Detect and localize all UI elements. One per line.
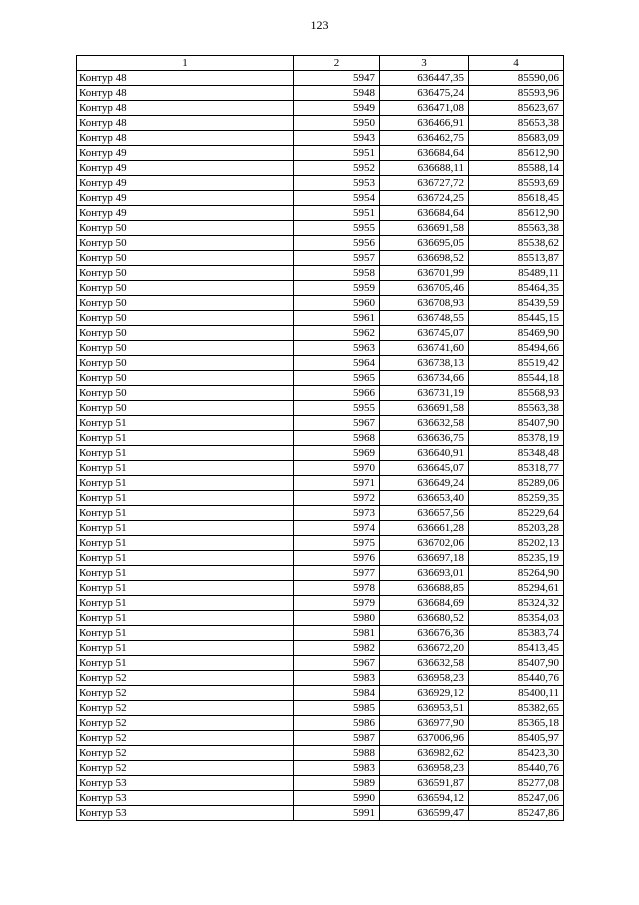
- x-coordinate-cell: 636653,40: [380, 491, 469, 506]
- y-coordinate-cell: 85440,76: [469, 761, 564, 776]
- x-coordinate-cell: 636693,01: [380, 566, 469, 581]
- y-coordinate-cell: 85413,45: [469, 641, 564, 656]
- point-number-cell: 5965: [294, 371, 380, 386]
- x-coordinate-cell: 636462,75: [380, 131, 469, 146]
- table-row: [77, 431, 564, 446]
- point-number-cell: 5979: [294, 596, 380, 611]
- x-coordinate-cell: 636741,60: [380, 341, 469, 356]
- point-number-cell: 5958: [294, 266, 380, 281]
- y-coordinate-cell: 85400,11: [469, 686, 564, 701]
- point-number-cell: 5973: [294, 506, 380, 521]
- x-coordinate-cell: 636684,64: [380, 146, 469, 161]
- point-number-cell: 5984: [294, 686, 380, 701]
- x-coordinate-cell: 636591,87: [380, 776, 469, 791]
- y-coordinate-cell: 85612,90: [469, 206, 564, 221]
- contour-cell: Контур 51: [77, 626, 294, 641]
- table-row: [77, 131, 564, 146]
- x-coordinate-cell: 636734,66: [380, 371, 469, 386]
- contour-cell: Контур 49: [77, 161, 294, 176]
- x-coordinate-cell: 636447,35: [380, 71, 469, 86]
- point-number-cell: 5968: [294, 431, 380, 446]
- contour-cell: Контур 50: [77, 236, 294, 251]
- y-coordinate-cell: 85247,86: [469, 806, 564, 821]
- y-coordinate-cell: 85439,59: [469, 296, 564, 311]
- x-coordinate-cell: 636680,52: [380, 611, 469, 626]
- y-coordinate-cell: 85324,32: [469, 596, 564, 611]
- y-coordinate-cell: 85423,30: [469, 746, 564, 761]
- table-row: [77, 611, 564, 626]
- contour-cell: Контур 51: [77, 641, 294, 656]
- contour-cell: Контур 51: [77, 446, 294, 461]
- point-number-cell: 5955: [294, 401, 380, 416]
- table-row: [77, 551, 564, 566]
- point-number-cell: 5962: [294, 326, 380, 341]
- point-number-cell: 5955: [294, 221, 380, 236]
- table-row: [77, 236, 564, 251]
- point-number-cell: 5949: [294, 101, 380, 116]
- point-number-cell: 5990: [294, 791, 380, 806]
- contour-cell: Контур 48: [77, 101, 294, 116]
- contour-cell: Контур 52: [77, 716, 294, 731]
- y-coordinate-cell: 85202,13: [469, 536, 564, 551]
- table-body: [77, 71, 564, 821]
- point-number-cell: 5975: [294, 536, 380, 551]
- x-coordinate-cell: 636745,07: [380, 326, 469, 341]
- y-coordinate-cell: 85235,19: [469, 551, 564, 566]
- table-row: [77, 461, 564, 476]
- table-row: [77, 536, 564, 551]
- x-coordinate-cell: 636688,85: [380, 581, 469, 596]
- contour-cell: Контур 50: [77, 251, 294, 266]
- point-number-cell: 5977: [294, 566, 380, 581]
- contour-cell: Контур 50: [77, 281, 294, 296]
- x-coordinate-cell: 636929,12: [380, 686, 469, 701]
- coordinates-table: [76, 55, 564, 821]
- table-row: [77, 191, 564, 206]
- point-number-cell: 5956: [294, 236, 380, 251]
- x-coordinate-cell: 636632,58: [380, 656, 469, 671]
- x-coordinate-cell: 636727,72: [380, 176, 469, 191]
- table-row: [77, 776, 564, 791]
- contour-cell: Контур 51: [77, 536, 294, 551]
- contour-cell: Контур 51: [77, 431, 294, 446]
- y-coordinate-cell: 85348,48: [469, 446, 564, 461]
- x-coordinate-cell: 636958,23: [380, 761, 469, 776]
- contour-cell: Контур 51: [77, 521, 294, 536]
- x-coordinate-cell: 636953,51: [380, 701, 469, 716]
- y-coordinate-cell: 85405,97: [469, 731, 564, 746]
- table-row: [77, 251, 564, 266]
- point-number-cell: 5957: [294, 251, 380, 266]
- x-coordinate-cell: 637006,96: [380, 731, 469, 746]
- y-coordinate-cell: 85653,38: [469, 116, 564, 131]
- x-coordinate-cell: 636748,55: [380, 311, 469, 326]
- y-coordinate-cell: 85294,61: [469, 581, 564, 596]
- contour-cell: Контур 53: [77, 791, 294, 806]
- x-coordinate-cell: 636691,58: [380, 401, 469, 416]
- x-coordinate-cell: 636661,28: [380, 521, 469, 536]
- x-coordinate-cell: 636657,56: [380, 506, 469, 521]
- table-header-row: [77, 56, 564, 71]
- y-coordinate-cell: 85407,90: [469, 656, 564, 671]
- table-row: [77, 626, 564, 641]
- contour-cell: Контур 49: [77, 206, 294, 221]
- table-row: [77, 446, 564, 461]
- point-number-cell: 5976: [294, 551, 380, 566]
- point-number-cell: 5951: [294, 206, 380, 221]
- point-number-cell: 5963: [294, 341, 380, 356]
- contour-cell: Контур 51: [77, 461, 294, 476]
- contour-cell: Контур 49: [77, 191, 294, 206]
- contour-cell: Контур 48: [77, 116, 294, 131]
- contour-cell: Контур 50: [77, 371, 294, 386]
- table-row: [77, 176, 564, 191]
- table-row: [77, 116, 564, 131]
- contour-cell: Контур 50: [77, 401, 294, 416]
- table-row: [77, 806, 564, 821]
- column-header-4: 4: [469, 56, 564, 71]
- contour-cell: Контур 52: [77, 701, 294, 716]
- x-coordinate-cell: 636684,69: [380, 596, 469, 611]
- x-coordinate-cell: 636724,25: [380, 191, 469, 206]
- table-row: [77, 341, 564, 356]
- y-coordinate-cell: 85469,90: [469, 326, 564, 341]
- point-number-cell: 5952: [294, 161, 380, 176]
- y-coordinate-cell: 85590,06: [469, 71, 564, 86]
- point-number-cell: 5987: [294, 731, 380, 746]
- y-coordinate-cell: 85593,69: [469, 176, 564, 191]
- contour-cell: Контур 50: [77, 386, 294, 401]
- column-header-1: 1: [77, 56, 294, 71]
- table-row: [77, 521, 564, 536]
- y-coordinate-cell: 85623,67: [469, 101, 564, 116]
- x-coordinate-cell: 636640,91: [380, 446, 469, 461]
- y-coordinate-cell: 85494,66: [469, 341, 564, 356]
- point-number-cell: 5969: [294, 446, 380, 461]
- contour-cell: Контур 50: [77, 311, 294, 326]
- x-coordinate-cell: 636697,18: [380, 551, 469, 566]
- table-row: [77, 686, 564, 701]
- table-row: [77, 386, 564, 401]
- point-number-cell: 5986: [294, 716, 380, 731]
- y-coordinate-cell: 85593,96: [469, 86, 564, 101]
- point-number-cell: 5983: [294, 761, 380, 776]
- contour-cell: Контур 53: [77, 776, 294, 791]
- table-row: [77, 326, 564, 341]
- y-coordinate-cell: 85513,87: [469, 251, 564, 266]
- y-coordinate-cell: 85618,45: [469, 191, 564, 206]
- y-coordinate-cell: 85464,35: [469, 281, 564, 296]
- y-coordinate-cell: 85612,90: [469, 146, 564, 161]
- contour-cell: Контур 51: [77, 491, 294, 506]
- y-coordinate-cell: 85519,42: [469, 356, 564, 371]
- point-number-cell: 5961: [294, 311, 380, 326]
- x-coordinate-cell: 636466,91: [380, 116, 469, 131]
- y-coordinate-cell: 85544,18: [469, 371, 564, 386]
- x-coordinate-cell: 636594,12: [380, 791, 469, 806]
- y-coordinate-cell: 85354,03: [469, 611, 564, 626]
- contour-cell: Контур 52: [77, 686, 294, 701]
- point-number-cell: 5967: [294, 416, 380, 431]
- table-row: [77, 656, 564, 671]
- x-coordinate-cell: 636731,19: [380, 386, 469, 401]
- page-number: 123: [310, 18, 329, 32]
- table-row: [77, 671, 564, 686]
- y-coordinate-cell: 85264,90: [469, 566, 564, 581]
- point-number-cell: 5948: [294, 86, 380, 101]
- table-row: [77, 581, 564, 596]
- y-coordinate-cell: 85378,19: [469, 431, 564, 446]
- point-number-cell: 5991: [294, 806, 380, 821]
- table-row: [77, 731, 564, 746]
- contour-cell: Контур 51: [77, 416, 294, 431]
- x-coordinate-cell: 636691,58: [380, 221, 469, 236]
- x-coordinate-cell: 636471,08: [380, 101, 469, 116]
- contour-cell: Контур 53: [77, 806, 294, 821]
- point-number-cell: 5985: [294, 701, 380, 716]
- point-number-cell: 5989: [294, 776, 380, 791]
- table-row: [77, 161, 564, 176]
- y-coordinate-cell: 85407,90: [469, 416, 564, 431]
- x-coordinate-cell: 636977,90: [380, 716, 469, 731]
- table-row: [77, 416, 564, 431]
- x-coordinate-cell: 636636,75: [380, 431, 469, 446]
- y-coordinate-cell: 85318,77: [469, 461, 564, 476]
- contour-cell: Контур 49: [77, 146, 294, 161]
- contour-cell: Контур 50: [77, 326, 294, 341]
- x-coordinate-cell: 636688,11: [380, 161, 469, 176]
- column-header-3: 3: [380, 56, 469, 71]
- point-number-cell: 5967: [294, 656, 380, 671]
- y-coordinate-cell: 85382,65: [469, 701, 564, 716]
- y-coordinate-cell: 85588,14: [469, 161, 564, 176]
- x-coordinate-cell: 636701,99: [380, 266, 469, 281]
- point-number-cell: 5988: [294, 746, 380, 761]
- table-row: [77, 566, 564, 581]
- table-row: [77, 281, 564, 296]
- x-coordinate-cell: 636672,20: [380, 641, 469, 656]
- y-coordinate-cell: 85259,35: [469, 491, 564, 506]
- y-coordinate-cell: 85203,28: [469, 521, 564, 536]
- y-coordinate-cell: 85568,93: [469, 386, 564, 401]
- x-coordinate-cell: 636676,36: [380, 626, 469, 641]
- contour-cell: Контур 49: [77, 176, 294, 191]
- y-coordinate-cell: 85563,38: [469, 401, 564, 416]
- contour-cell: Контур 51: [77, 506, 294, 521]
- contour-cell: Контур 50: [77, 221, 294, 236]
- table-row: [77, 491, 564, 506]
- table-row: [77, 701, 564, 716]
- column-header-2: 2: [294, 56, 380, 71]
- x-coordinate-cell: 636982,62: [380, 746, 469, 761]
- table-row: [77, 86, 564, 101]
- table-row: [77, 761, 564, 776]
- y-coordinate-cell: 85440,76: [469, 671, 564, 686]
- point-number-cell: 5980: [294, 611, 380, 626]
- x-coordinate-cell: 636702,06: [380, 536, 469, 551]
- table-row: [77, 791, 564, 806]
- contour-cell: Контур 52: [77, 671, 294, 686]
- contour-cell: Контур 48: [77, 71, 294, 86]
- y-coordinate-cell: 85229,64: [469, 506, 564, 521]
- table-row: [77, 596, 564, 611]
- x-coordinate-cell: 636705,46: [380, 281, 469, 296]
- y-coordinate-cell: 85365,18: [469, 716, 564, 731]
- point-number-cell: 5943: [294, 131, 380, 146]
- table-row: [77, 476, 564, 491]
- x-coordinate-cell: 636695,05: [380, 236, 469, 251]
- contour-cell: Контур 51: [77, 476, 294, 491]
- contour-cell: Контур 51: [77, 611, 294, 626]
- point-number-cell: 5960: [294, 296, 380, 311]
- x-coordinate-cell: 636684,64: [380, 206, 469, 221]
- point-number-cell: 5972: [294, 491, 380, 506]
- y-coordinate-cell: 85683,09: [469, 131, 564, 146]
- x-coordinate-cell: 636632,58: [380, 416, 469, 431]
- table-row: [77, 356, 564, 371]
- point-number-cell: 5953: [294, 176, 380, 191]
- point-number-cell: 5982: [294, 641, 380, 656]
- point-number-cell: 5964: [294, 356, 380, 371]
- x-coordinate-cell: 636958,23: [380, 671, 469, 686]
- contour-cell: Контур 48: [77, 131, 294, 146]
- y-coordinate-cell: 85277,08: [469, 776, 564, 791]
- table-row: [77, 221, 564, 236]
- y-coordinate-cell: 85538,62: [469, 236, 564, 251]
- table-row: [77, 296, 564, 311]
- contour-cell: Контур 48: [77, 86, 294, 101]
- x-coordinate-cell: 636649,24: [380, 476, 469, 491]
- table-row: [77, 641, 564, 656]
- table-row: [77, 71, 564, 86]
- table-row: [77, 311, 564, 326]
- contour-cell: Контур 51: [77, 596, 294, 611]
- point-number-cell: 5970: [294, 461, 380, 476]
- y-coordinate-cell: 85247,06: [469, 791, 564, 806]
- contour-cell: Контур 50: [77, 341, 294, 356]
- contour-cell: Контур 50: [77, 266, 294, 281]
- x-coordinate-cell: 636708,93: [380, 296, 469, 311]
- point-number-cell: 5981: [294, 626, 380, 641]
- contour-cell: Контур 52: [77, 746, 294, 761]
- point-number-cell: 5974: [294, 521, 380, 536]
- contour-cell: Контур 51: [77, 656, 294, 671]
- y-coordinate-cell: 85383,74: [469, 626, 564, 641]
- contour-cell: Контур 52: [77, 761, 294, 776]
- y-coordinate-cell: 85563,38: [469, 221, 564, 236]
- table-row: [77, 146, 564, 161]
- x-coordinate-cell: 636698,52: [380, 251, 469, 266]
- x-coordinate-cell: 636475,24: [380, 86, 469, 101]
- table-row: [77, 506, 564, 521]
- x-coordinate-cell: 636599,47: [380, 806, 469, 821]
- point-number-cell: 5947: [294, 71, 380, 86]
- y-coordinate-cell: 85289,06: [469, 476, 564, 491]
- point-number-cell: 5950: [294, 116, 380, 131]
- contour-cell: Контур 52: [77, 731, 294, 746]
- point-number-cell: 5971: [294, 476, 380, 491]
- y-coordinate-cell: 85489,11: [469, 266, 564, 281]
- point-number-cell: 5951: [294, 146, 380, 161]
- y-coordinate-cell: 85445,15: [469, 311, 564, 326]
- contour-cell: Контур 51: [77, 566, 294, 581]
- point-number-cell: 5978: [294, 581, 380, 596]
- x-coordinate-cell: 636645,07: [380, 461, 469, 476]
- table-row: [77, 746, 564, 761]
- table-row: [77, 401, 564, 416]
- table-row: [77, 101, 564, 116]
- contour-cell: Контур 50: [77, 296, 294, 311]
- table-row: [77, 371, 564, 386]
- x-coordinate-cell: 636738,13: [380, 356, 469, 371]
- contour-cell: Контур 50: [77, 356, 294, 371]
- contour-cell: Контур 51: [77, 551, 294, 566]
- table-row: [77, 266, 564, 281]
- table-row: [77, 716, 564, 731]
- point-number-cell: 5966: [294, 386, 380, 401]
- table-row: [77, 206, 564, 221]
- contour-cell: Контур 51: [77, 581, 294, 596]
- point-number-cell: 5983: [294, 671, 380, 686]
- point-number-cell: 5954: [294, 191, 380, 206]
- point-number-cell: 5959: [294, 281, 380, 296]
